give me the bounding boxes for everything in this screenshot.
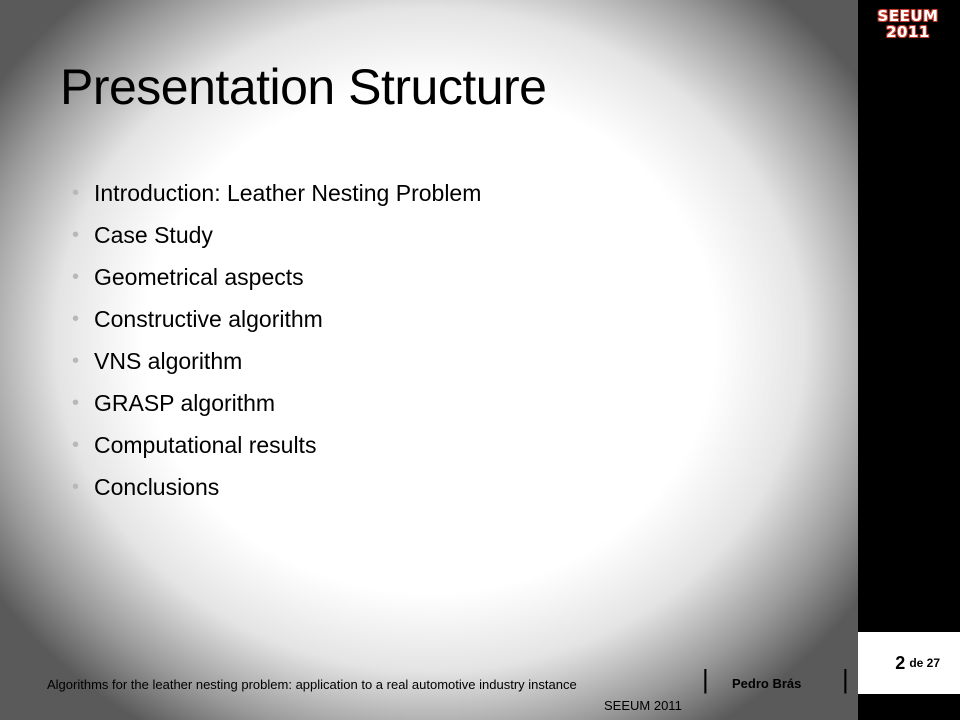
bullet-icon: • <box>72 224 80 246</box>
agenda-item-label: Case Study <box>94 222 213 248</box>
agenda-item <box>72 428 481 470</box>
footer-separator: | <box>702 664 709 694</box>
agenda-item-label: Introduction: Leather Nesting Problem <box>94 180 482 206</box>
agenda-item-label: Constructive algorithm <box>94 306 323 332</box>
agenda-item-label: GRASP algorithm <box>94 390 276 416</box>
agenda-item-label: VNS algorithm <box>94 348 243 374</box>
bullet-icon: • <box>72 350 80 372</box>
logo-line-1: SEEUM <box>877 7 939 25</box>
bullet-icon: • <box>72 434 80 456</box>
agenda-list <box>72 176 481 512</box>
agenda-item <box>72 302 481 344</box>
agenda-item-label: Conclusions <box>94 474 220 500</box>
page-total: de 27 <box>909 656 940 670</box>
agenda-item-label: Computational results <box>94 432 317 458</box>
slide-title: Presentation Structure <box>60 59 547 115</box>
bullet-icon: • <box>72 266 80 288</box>
agenda-item <box>72 470 481 512</box>
side-panel <box>858 0 960 720</box>
logo-line-2: 2011 <box>886 23 930 41</box>
page-current: 2 <box>895 652 906 673</box>
seeum-logo <box>868 8 948 40</box>
agenda-item <box>72 260 481 302</box>
bullet-icon: • <box>72 392 80 414</box>
footer-separator: | <box>842 664 849 694</box>
footer-author: Pedro Brás <box>732 676 802 691</box>
footer-event: SEEUM 2011 <box>604 698 682 713</box>
agenda-item <box>72 344 481 386</box>
page-indicator <box>858 632 960 694</box>
bullet-icon: • <box>72 308 80 330</box>
agenda-item <box>72 218 481 260</box>
agenda-item <box>72 386 481 428</box>
bullet-icon: • <box>72 476 80 498</box>
bullet-icon: • <box>72 182 80 204</box>
footer-presentation-title: Algorithms for the leather nesting problem: application to a real automotive industry instance <box>47 677 577 692</box>
agenda-item-label: Geometrical aspects <box>94 264 304 290</box>
agenda-item <box>72 176 481 218</box>
